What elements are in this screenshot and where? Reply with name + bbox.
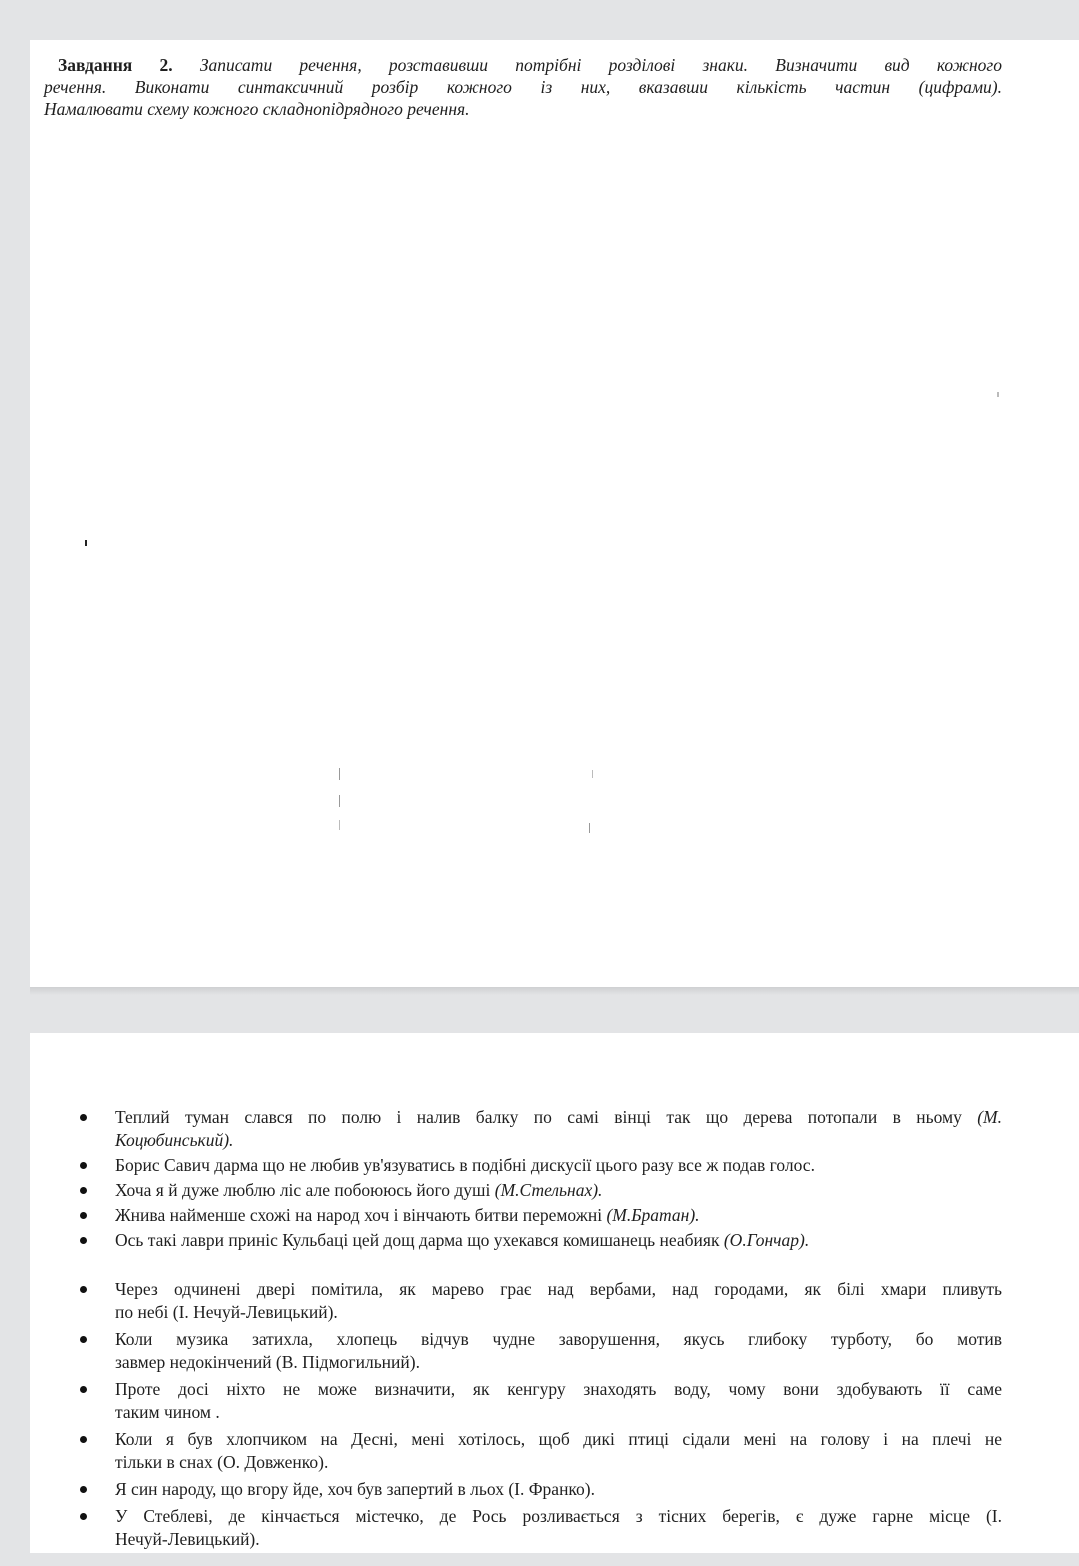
task-line-1 <box>44 54 1002 76</box>
scan-speck <box>592 770 593 778</box>
scan-speck <box>589 823 590 833</box>
task-line-1-text: Записати речення, розставивши потрібні розділові знаки. Визначити вид кожного <box>199 55 1002 75</box>
scan-speck <box>997 392 999 397</box>
task-line-3: Намалювати схему кожного складнопідрядного речення. <box>44 99 470 119</box>
list-item: У Стеблеві, де кінчається містечко, де Рось розливається з тісних берегів, є дуже гарне місце (І. Нечуй-Левицький). <box>80 1505 1002 1551</box>
list-item: Коли музика затихла, хлопець відчув чудне заворушення, якусь глибоку турботу, бо мотив завмер недокінчений (В. Підмогильний). <box>80 1328 1002 1374</box>
bullet-icon <box>80 1114 87 1121</box>
bullet-icon <box>80 1436 87 1443</box>
bullet-icon <box>80 1386 87 1393</box>
list-item: Борис Савич дарма що не любив ув'язуватись в подібні дискусії цього разу все ж подав голос. <box>80 1154 1002 1177</box>
list-item: Жнива найменше схожі на народ хоч і вінчають битви переможні (М.Братан). <box>80 1204 1002 1227</box>
bullet-icon <box>80 1286 87 1293</box>
list-item: Ось такі лаври приніс Кульбаці цей дощ дарма що ухекався комишанець неабияк (О.Гончар). <box>80 1229 1002 1252</box>
page-separator <box>30 987 1079 995</box>
list-item: Я син народу, що вгору йде, хоч був запертий в льох (І. Франко). <box>80 1478 1002 1501</box>
sentence-list-2 <box>80 1278 1002 1555</box>
bullet-icon <box>80 1187 87 1194</box>
bullet-icon <box>80 1237 87 1244</box>
task-paragraph <box>44 54 1002 120</box>
list-item: Теплий туман слався по полю і налив балку по самі вінці так що дерева потопали в ньому (М. Коцюбинський). <box>80 1106 1002 1152</box>
document-page-1 <box>30 40 1079 987</box>
task-line-2: речення. Виконати синтаксичний розбір кожного із них, вказавши кількість частин (цифрами). <box>44 77 1002 97</box>
list-item: Коли я був хлопчиком на Десні, мені хотілось, щоб дикі птиці сідали мені на голову і на плечі не тільки в снах (О. Довженко). <box>80 1428 1002 1474</box>
scan-speck <box>339 795 340 807</box>
scan-speck <box>339 768 340 780</box>
bullet-icon <box>80 1513 87 1520</box>
document-page-2 <box>30 1033 1079 1553</box>
list-item: Хоча я й дуже люблю ліс але побоююсь його душі (М.Стельнах). <box>80 1179 1002 1202</box>
sentence-list-1 <box>80 1106 1002 1254</box>
bullet-icon <box>80 1486 87 1493</box>
list-item: Через одчинені двері помітила, як марево грає над вербами, над городами, як білі хмари пливуть по небі (І. Нечуй-Левицький). <box>80 1278 1002 1324</box>
scan-speck <box>85 540 87 546</box>
scan-speck <box>339 820 340 830</box>
bullet-icon <box>80 1336 87 1343</box>
task-label: Завдання 2. <box>58 55 173 75</box>
bullet-icon <box>80 1212 87 1219</box>
bullet-icon <box>80 1162 87 1169</box>
list-item: Проте досі ніхто не може визначити, як кенгуру знаходять воду, чому вони здобувають її саме таким чином . <box>80 1378 1002 1424</box>
